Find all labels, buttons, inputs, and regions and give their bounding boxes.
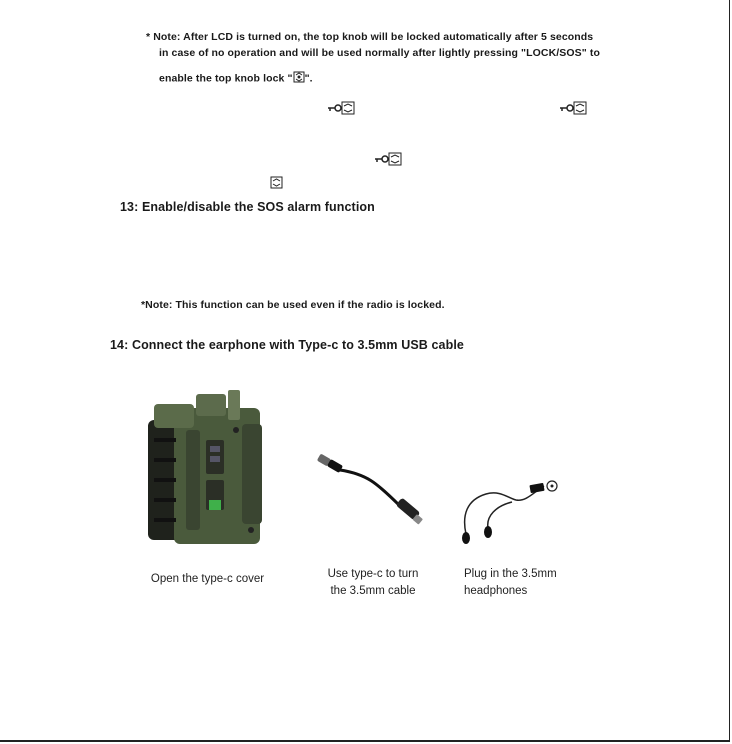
lock-knob-icon — [293, 71, 305, 86]
key-lock-icon-2 — [559, 101, 587, 120]
caption-cable-line1: Use type-c to turn — [327, 568, 419, 580]
caption-cable-line2: the 3.5mm cable — [330, 585, 416, 597]
key-lock-icon-3 — [374, 152, 402, 171]
caption-earphone-line2: headphones — [464, 585, 528, 597]
lock-knob-icon-standalone — [270, 176, 283, 194]
cable-image — [316, 452, 426, 533]
note-lcd-line3-prefix: enable the top knob lock " — [159, 72, 293, 85]
caption-radio: Open the type-c cover — [150, 573, 265, 585]
note-lcd-line2: in case of no operation and will be used normally after lightly pressing "LOCK/SOS" to — [159, 47, 600, 59]
section13-heading: 13: Enable/disable the SOS alarm function — [120, 200, 375, 214]
note-lcd-line1: * Note: After LCD is turned on, the top knob will be locked automatically after 5 seconds — [146, 31, 594, 43]
section13-note: *Note: This function can be used even if the radio is locked. — [141, 299, 445, 311]
earphone-image — [456, 476, 560, 551]
caption-earphone-line1: Plug in the 3.5mm — [464, 568, 557, 580]
section14-heading: 14: Connect the earphone with Type-c to 3.5mm USB cable — [110, 338, 464, 352]
radio-image — [146, 390, 268, 555]
key-lock-icon-1 — [327, 101, 355, 120]
note-lcd-line3-suffix: ". — [304, 72, 313, 85]
note-lcd-line3 — [159, 71, 313, 86]
